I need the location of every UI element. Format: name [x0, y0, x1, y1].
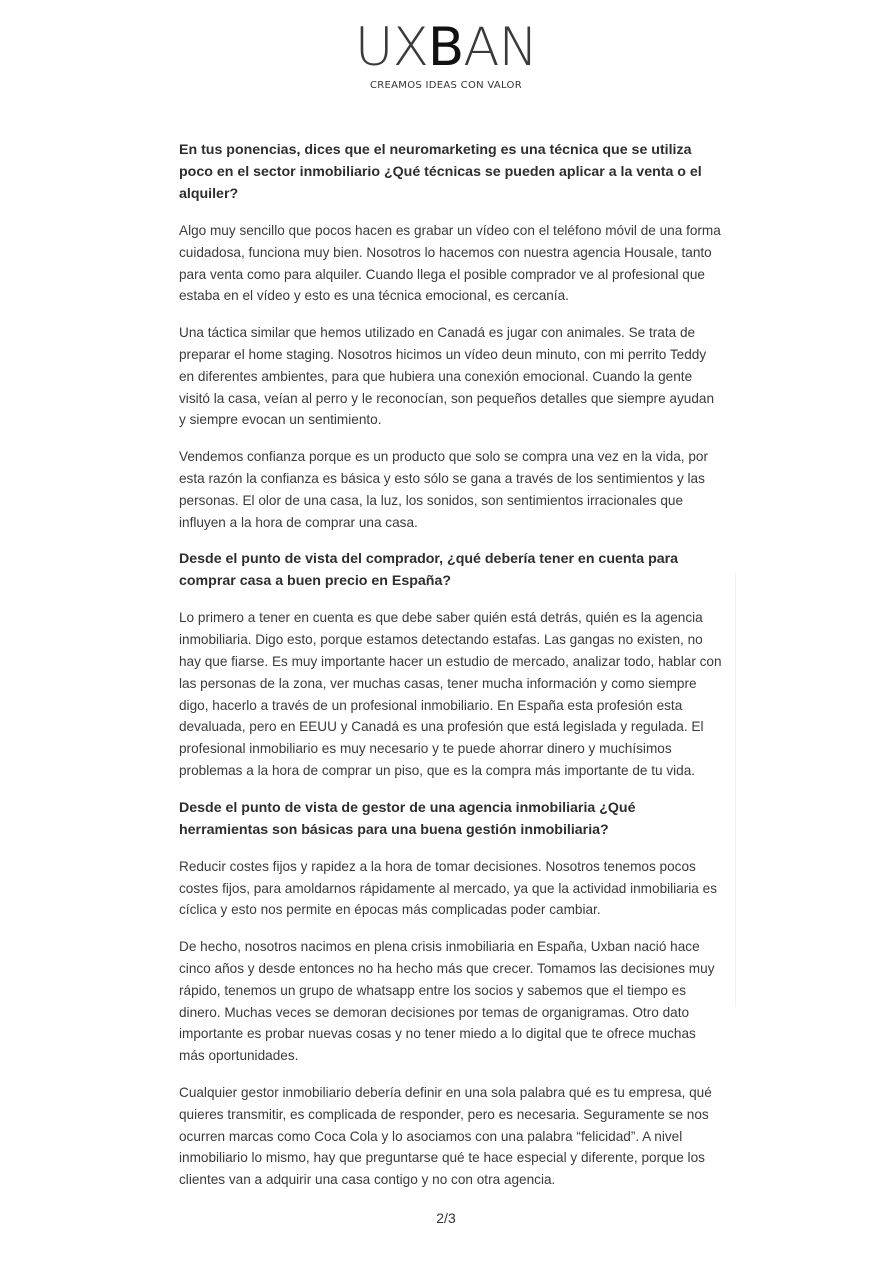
logo-part-ux: UX	[354, 17, 428, 78]
logo-tagline: CREAMOS IDEAS CON VALOR	[370, 80, 522, 91]
question-1: En tus ponencias, dices que el neuromarketing es una técnica que se utiliza poco en el sector inmobiliario ¿Qué técnicas se pueden aplicar a la venta o el alquiler?	[179, 142, 702, 202]
answer-paragraph: Reducir costes fijos y rapidez a la hora de tomar decisiones. Nosotros tenemos pocos costes fijos, para amoldarnos rápidamente al mercado, ya que la actividad inmobiliaria es cíclica y esto nos permite en épocas más complicadas poder cambiar.	[179, 858, 717, 918]
answer-paragraph: Algo muy sencillo que pocos hacen es grabar un vídeo con el teléfono móvil de una forma cuidadosa, funciona muy bien. Nosotros lo hacemos con nuestra agencia Housale, tanto para venta como para alquiler. Cuando llega el posible comprador ve al profesional que estaba en el vídeo y esto es una técnica emocional, es cercanía.	[179, 223, 721, 304]
article-body	[179, 139, 724, 1206]
scan-edge-divider	[735, 572, 736, 1007]
answer-paragraph: De hecho, nosotros nacimos en plena crisis inmobiliaria en España, Uxban nació hace cinco años y desde entonces no ha hecho más que crecer. Tomamos las decisiones muy rápido, tenemos un grupo de whatsapp entre los socios y sabemos que el tiempo es dinero. Muchas veces se demoran decisiones por temas de organigramas. Otro dato importante es probar nuevas cosas y no tener miedo a lo digital que te ofrece muchas más oportunidades.	[179, 939, 715, 1064]
logo-part-an: AN	[463, 17, 538, 78]
answer-paragraph: Una táctica similar que hemos utilizado en Canadá es jugar con animales. Se trata de preparar el home staging. Nosotros hicimos un vídeo deun minuto, con mi perrito Teddy en diferentes ambientes, para que hubiera una conexión emocional. Cuando la gente visitó la casa, veían al perro y le reconocían, son pequeños detalles que siempre ayudan y siempre evocan un sentimiento.	[179, 325, 715, 428]
answer-paragraph: Lo primero a tener en cuenta es que debe saber quién está detrás, quién es la agencia inmobiliaria. Digo esto, porque estamos detectando estafas. Las gangas no existen, no hay que fiarse. Es muy importante hacer un estudio de mercado, analizar todo, hablar con las personas de la zona, ver muchas casas, tener mucha información y como siempre digo, hacerlo a través de un profesional inmobiliario. En España esta profesión esta devaluada, pero en EEUU y Canadá es una profesión que está legislada y regulada. El profesional inmobiliario es muy necesario y te puede ahorrar dinero y muchísimos problemas a la hora de comprar un piso, que es la compra más importante de tu vida.	[179, 610, 722, 778]
question-3: Desde el punto de vista de gestor de una agencia inmobiliaria ¿Qué herramientas son básicas para una buena gestión inmobiliaria?	[179, 799, 636, 838]
page-number: 2/3	[436, 1210, 456, 1226]
answer-paragraph: Cualquier gestor inmobiliario debería definir en una sola palabra qué es tu empresa, qué quieres transmitir, es complicada de responder, pero es necesaria. Seguramente se nos ocurren marcas como Coca Cola y lo asociamos con una palabra “felicidad”. A nivel inmobiliario lo mismo, hay que preguntarse qué te hace especial y diferente, porque los clientes van a adquirir una casa contigo y no con otra agencia.	[179, 1084, 712, 1188]
logo-wordmark	[0, 17, 892, 78]
answer-paragraph: Vendemos confianza porque es un producto que solo se compra una vez en la vida, por esta razón la confianza es básica y esto sólo se gana a través de los sentimientos y las personas. El olor de una casa, la luz, los sonidos, son sentimientos irracionales que influyen a la hora de comprar una casa.	[179, 449, 708, 530]
logo	[0, 17, 892, 91]
logo-part-b: B	[427, 17, 464, 78]
question-2: Desde el punto de vista del comprador, ¿qué debería tener en cuenta para comprar casa a buen precio en España?	[179, 551, 679, 590]
